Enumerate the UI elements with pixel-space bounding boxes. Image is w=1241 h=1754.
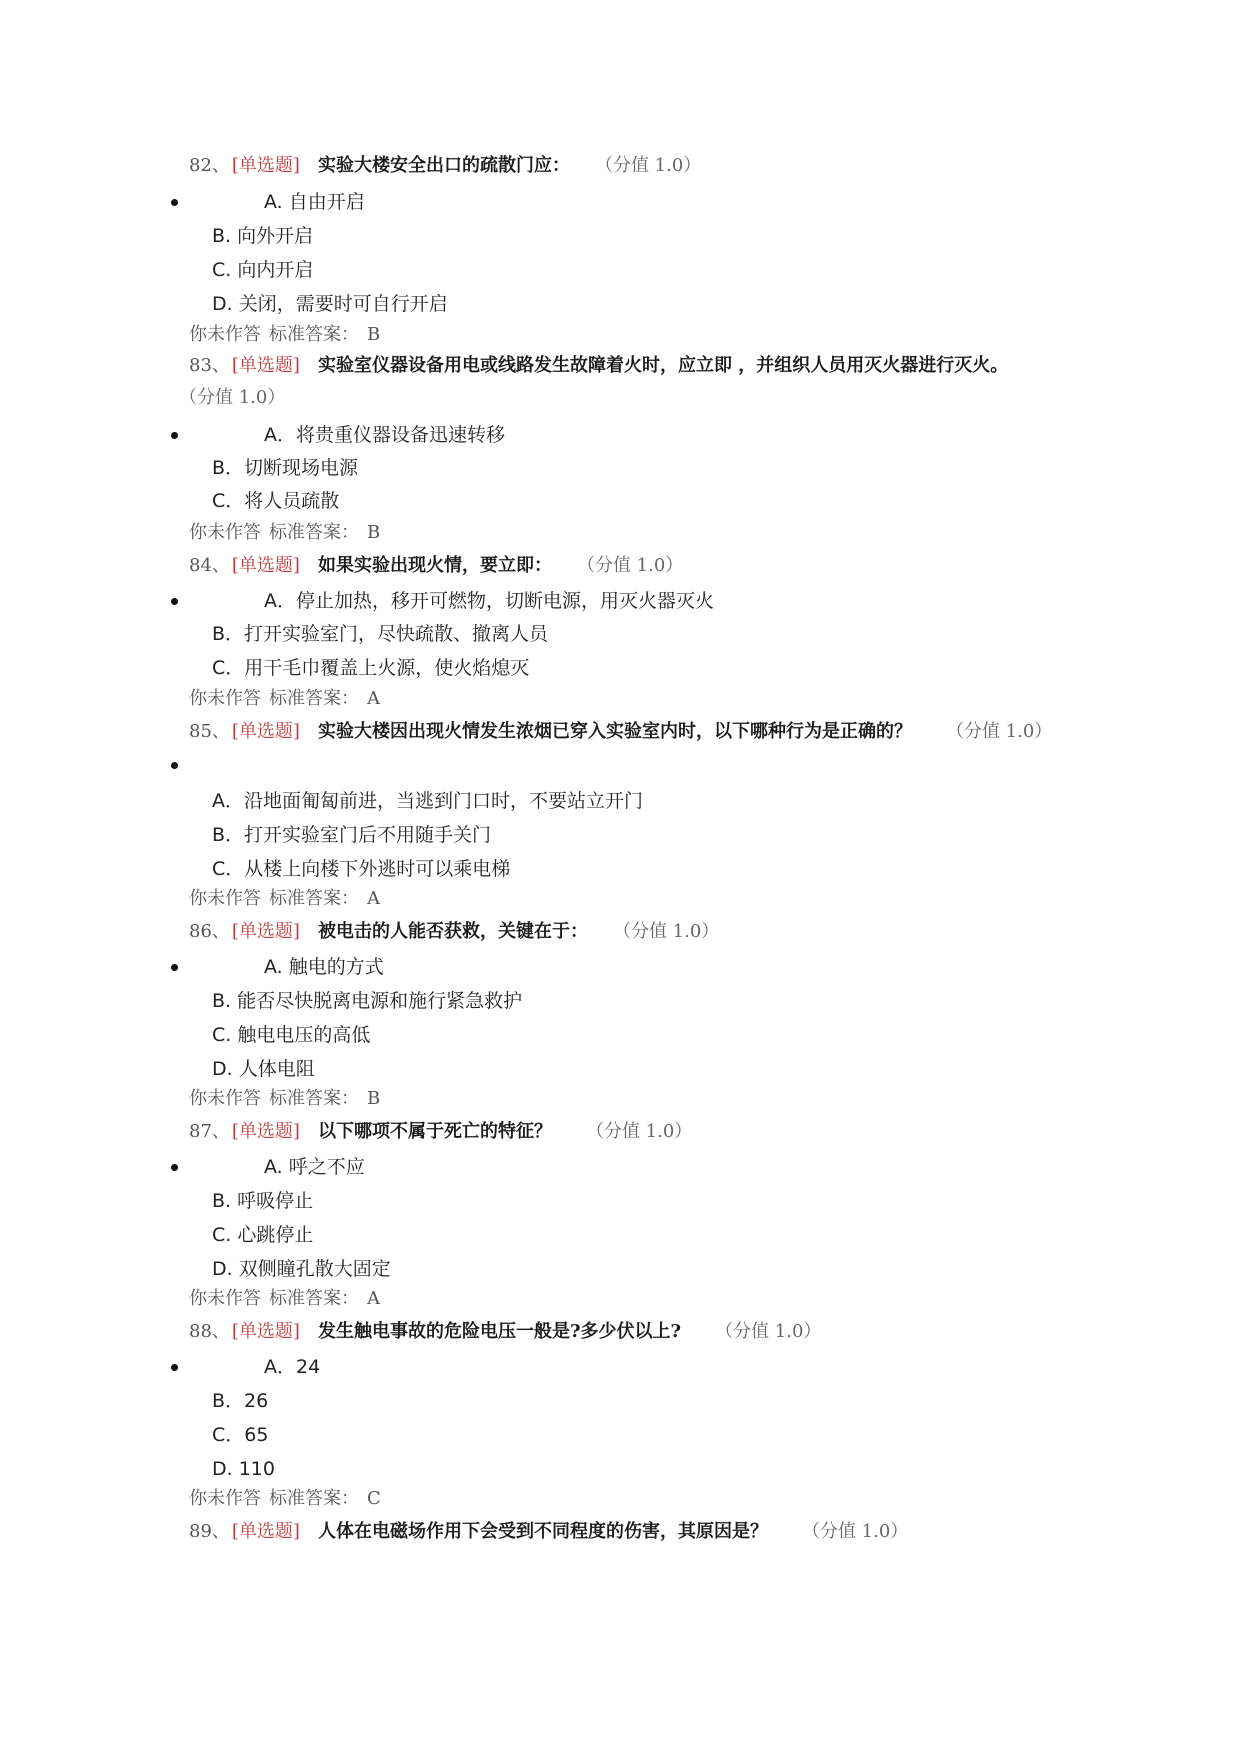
- question-88-header: [189, 1320, 1189, 1344]
- answer-status: 你未作答: [189, 688, 261, 709]
- question-type: [单选题]: [231, 921, 300, 942]
- option: C．用干毛巾覆盖上火源，使火焰熄灭: [212, 657, 530, 679]
- question-84-header: [189, 554, 1189, 578]
- question-number: 83、: [189, 355, 230, 376]
- option: C. 向内开启: [212, 259, 314, 281]
- option: C. 心跳停止: [212, 1224, 314, 1246]
- option: A．24: [264, 1356, 321, 1378]
- question-type: [单选题]: [231, 355, 300, 376]
- question-stem: 发生触电事故的危险电压一般是?多少伏以上?: [317, 1321, 682, 1342]
- question-83-header: [179, 354, 1089, 410]
- question-score: （分值 1.0）: [801, 1521, 909, 1542]
- bullet-icon: [171, 598, 178, 605]
- question-86-header: [189, 920, 1189, 944]
- answer-status: 你未作答: [189, 324, 261, 345]
- answer-label: 标准答案：: [269, 1088, 359, 1109]
- bullet-icon: [171, 432, 178, 439]
- question-stem: 如果实验出现火情，要立即：: [317, 555, 552, 576]
- answer-line: [189, 1287, 380, 1311]
- answer-line: [189, 687, 380, 711]
- question-stem: 以下哪项不属于死亡的特征？: [317, 1121, 552, 1142]
- question-score: （分值 1.0）: [179, 387, 286, 408]
- answer-label: 标准答案：: [269, 522, 359, 543]
- bullet-icon: [171, 1164, 178, 1171]
- answer-line: [189, 887, 380, 911]
- bullet-icon: [171, 199, 178, 206]
- question-number: 85、: [189, 721, 230, 742]
- question-type: [单选题]: [231, 1521, 300, 1542]
- option: B．切断现场电源: [212, 457, 359, 479]
- answer-label: 标准答案：: [269, 1488, 359, 1509]
- option: A. 呼之不应: [264, 1156, 365, 1178]
- answer-value: B: [367, 522, 381, 543]
- answer-status: 你未作答: [189, 522, 261, 543]
- option: D. 关闭，需要时可自行开启: [212, 293, 448, 315]
- option: A．停止加热，移开可燃物，切断电源，用灭火器灭火: [264, 590, 714, 612]
- option: A. 触电的方式: [264, 956, 384, 978]
- question-stem: 实验大楼因出现火情发生浓烟已穿入实验室内时，以下哪种行为是正确的？: [317, 721, 912, 742]
- question-stem: 被电击的人能否获救，关键在于：: [317, 921, 588, 942]
- answer-value: B: [367, 324, 381, 345]
- question-number: 87、: [189, 1121, 230, 1142]
- option: C. 触电电压的高低: [212, 1024, 371, 1046]
- option: A．沿地面匍匐前进，当逃到门口时，不要站立开门: [212, 790, 643, 812]
- question-score: （分值 1.0）: [585, 555, 684, 576]
- option: B. 呼吸停止: [212, 1190, 314, 1212]
- option: A. 自由开启: [264, 191, 365, 213]
- option: C．从楼上向楼下外逃时可以乘电梯: [212, 858, 511, 880]
- question-score: （分值 1.0）: [945, 721, 1053, 742]
- bullet-icon: [171, 964, 178, 971]
- option: C．将人员疏散: [212, 490, 340, 512]
- answer-label: 标准答案：: [269, 1288, 359, 1309]
- option: B．打开实验室门，尽快疏散、撤离人员: [212, 623, 549, 645]
- question-82-header: [189, 154, 1189, 178]
- option: D. 人体电阻: [212, 1058, 315, 1080]
- question-number: 86、: [189, 921, 230, 942]
- question-score: （分值 1.0）: [585, 1121, 693, 1142]
- bullet-icon: [171, 1364, 178, 1371]
- option: B. 向外开启: [212, 225, 314, 247]
- answer-value: A: [367, 888, 380, 909]
- answer-label: 标准答案：: [269, 888, 359, 909]
- option: D. 110: [212, 1458, 275, 1480]
- option: A．将贵重仪器设备迅速转移: [264, 424, 505, 446]
- question-number: 88、: [189, 1321, 230, 1342]
- answer-value: C: [367, 1488, 381, 1509]
- question-type: [单选题]: [231, 721, 300, 742]
- question-type: [单选题]: [231, 155, 300, 176]
- option: B. 能否尽快脱离电源和施行紧急救护: [212, 990, 523, 1012]
- question-type: [单选题]: [231, 1121, 300, 1142]
- answer-status: 你未作答: [189, 1088, 261, 1109]
- answer-line: [189, 1087, 380, 1111]
- answer-value: A: [367, 1288, 380, 1309]
- question-number: 84、: [189, 555, 230, 576]
- question-number: 89、: [189, 1521, 230, 1542]
- question-87-header: [189, 1120, 1189, 1144]
- question-stem: 实验大楼安全出口的疏散门应：: [317, 155, 570, 176]
- answer-value: A: [367, 688, 380, 709]
- answer-line: [189, 1487, 381, 1511]
- question-number: 82、: [189, 155, 230, 176]
- answer-status: 你未作答: [189, 1288, 261, 1309]
- question-89-header: [189, 1520, 1189, 1544]
- answer-value: B: [367, 1088, 381, 1109]
- answer-status: 你未作答: [189, 1488, 261, 1509]
- question-score: （分值 1.0）: [603, 155, 702, 176]
- bullet-icon: [171, 762, 178, 769]
- answer-line: [189, 521, 380, 545]
- question-score: （分值 1.0）: [621, 921, 720, 942]
- option: B．26: [212, 1390, 269, 1412]
- question-score: （分值 1.0）: [715, 1321, 822, 1342]
- question-stem: 人体在电磁场作用下会受到不同程度的伤害，其原因是？: [317, 1521, 768, 1542]
- question-stem: 实验室仪器设备用电或线路发生故障着火时，应立即 ，并组织人员用灭火器进行灭火。: [317, 355, 1009, 376]
- question-85-header: [189, 720, 1189, 744]
- answer-line: [189, 323, 380, 347]
- option: C．65: [212, 1424, 269, 1446]
- question-type: [单选题]: [231, 555, 300, 576]
- question-type: [单选题]: [231, 1321, 300, 1342]
- option: B．打开实验室门后不用随手关门: [212, 824, 492, 846]
- answer-status: 你未作答: [189, 888, 261, 909]
- answer-label: 标准答案：: [269, 688, 359, 709]
- option: D. 双侧瞳孔散大固定: [212, 1258, 391, 1280]
- answer-label: 标准答案：: [269, 324, 359, 345]
